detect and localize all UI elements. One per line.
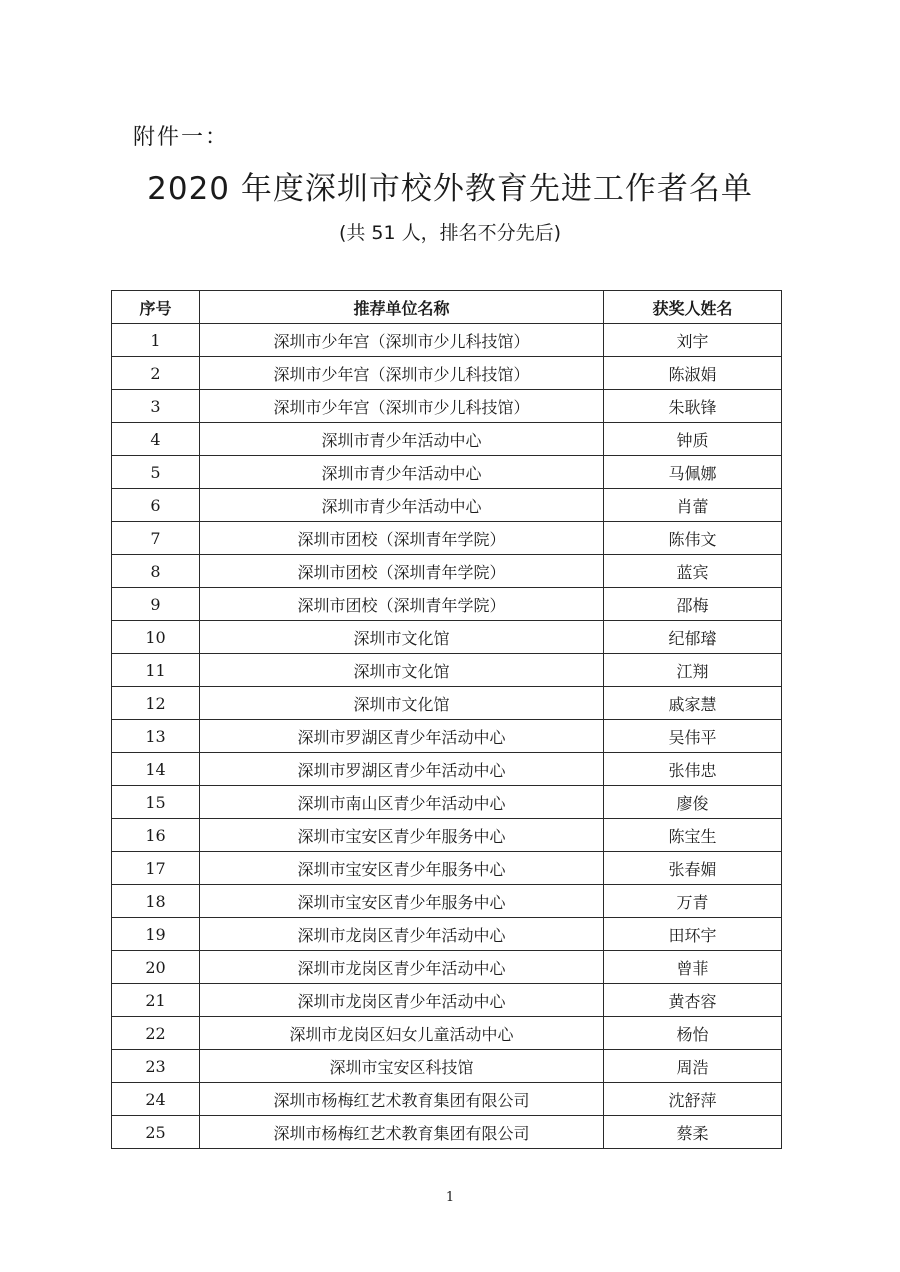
row-number: 21 bbox=[112, 984, 200, 1017]
row-unit: 深圳市罗湖区青少年活动中心 bbox=[200, 753, 604, 786]
table-row bbox=[112, 1116, 782, 1149]
table-header-row bbox=[112, 291, 782, 324]
row-unit: 深圳市宝安区青少年服务中心 bbox=[200, 885, 604, 918]
row-unit: 深圳市南山区青少年活动中心 bbox=[200, 786, 604, 819]
row-name: 沈舒萍 bbox=[604, 1083, 782, 1116]
header-unit: 推荐单位名称 bbox=[200, 291, 604, 324]
row-unit: 深圳市少年宫（深圳市少儿科技馆） bbox=[200, 390, 604, 423]
table-row bbox=[112, 687, 782, 720]
table-row bbox=[112, 324, 782, 357]
table-row bbox=[112, 423, 782, 456]
row-number: 13 bbox=[112, 720, 200, 753]
row-name: 钟质 bbox=[604, 423, 782, 456]
row-unit: 深圳市龙岗区青少年活动中心 bbox=[200, 918, 604, 951]
row-unit: 深圳市宝安区青少年服务中心 bbox=[200, 852, 604, 885]
table-row bbox=[112, 918, 782, 951]
row-name: 曾菲 bbox=[604, 951, 782, 984]
table-row bbox=[112, 753, 782, 786]
row-number: 24 bbox=[112, 1083, 200, 1116]
row-unit: 深圳市杨梅红艺术教育集团有限公司 bbox=[200, 1116, 604, 1149]
table-row bbox=[112, 1017, 782, 1050]
table-row bbox=[112, 1083, 782, 1116]
row-unit: 深圳市龙岗区妇女儿童活动中心 bbox=[200, 1017, 604, 1050]
table-row bbox=[112, 489, 782, 522]
row-number: 4 bbox=[112, 423, 200, 456]
row-unit: 深圳市团校（深圳青年学院） bbox=[200, 555, 604, 588]
row-number: 14 bbox=[112, 753, 200, 786]
row-unit: 深圳市少年宫（深圳市少儿科技馆） bbox=[200, 324, 604, 357]
row-number: 25 bbox=[112, 1116, 200, 1149]
table-row bbox=[112, 588, 782, 621]
page-title: 2020 年度深圳市校外教育先进工作者名单 bbox=[147, 171, 753, 207]
row-name: 蔡柔 bbox=[604, 1116, 782, 1149]
row-unit: 深圳市团校（深圳青年学院） bbox=[200, 522, 604, 555]
row-unit: 深圳市宝安区青少年服务中心 bbox=[200, 819, 604, 852]
row-number: 8 bbox=[112, 555, 200, 588]
row-number: 9 bbox=[112, 588, 200, 621]
row-name: 杨怡 bbox=[604, 1017, 782, 1050]
table-body bbox=[112, 324, 782, 1149]
header-name: 获奖人姓名 bbox=[604, 291, 782, 324]
row-name: 陈宝生 bbox=[604, 819, 782, 852]
table-row bbox=[112, 984, 782, 1017]
row-name: 刘宇 bbox=[604, 324, 782, 357]
row-name: 陈淑娟 bbox=[604, 357, 782, 390]
row-unit: 深圳市少年宫（深圳市少儿科技馆） bbox=[200, 357, 604, 390]
row-number: 2 bbox=[112, 357, 200, 390]
row-unit: 深圳市杨梅红艺术教育集团有限公司 bbox=[200, 1083, 604, 1116]
row-number: 3 bbox=[112, 390, 200, 423]
row-unit: 深圳市罗湖区青少年活动中心 bbox=[200, 720, 604, 753]
row-number: 16 bbox=[112, 819, 200, 852]
row-unit: 深圳市青少年活动中心 bbox=[200, 489, 604, 522]
row-number: 11 bbox=[112, 654, 200, 687]
page-number: 1 bbox=[445, 1190, 455, 1205]
table-row bbox=[112, 1050, 782, 1083]
row-name: 周浩 bbox=[604, 1050, 782, 1083]
row-number: 6 bbox=[112, 489, 200, 522]
row-name: 朱耿锋 bbox=[604, 390, 782, 423]
row-name: 张伟忠 bbox=[604, 753, 782, 786]
row-number: 5 bbox=[112, 456, 200, 489]
page-subtitle: (共 51 人，排名不分先后) bbox=[338, 222, 562, 244]
row-number: 18 bbox=[112, 885, 200, 918]
row-name: 万青 bbox=[604, 885, 782, 918]
row-unit: 深圳市龙岗区青少年活动中心 bbox=[200, 984, 604, 1017]
row-unit: 深圳市文化馆 bbox=[200, 621, 604, 654]
row-number: 7 bbox=[112, 522, 200, 555]
row-name: 江翔 bbox=[604, 654, 782, 687]
table-row bbox=[112, 819, 782, 852]
row-number: 17 bbox=[112, 852, 200, 885]
row-name: 陈伟文 bbox=[604, 522, 782, 555]
row-name: 黄杏容 bbox=[604, 984, 782, 1017]
row-name: 肖蕾 bbox=[604, 489, 782, 522]
row-name: 张春媚 bbox=[604, 852, 782, 885]
table-row bbox=[112, 654, 782, 687]
row-name: 纪郁璿 bbox=[604, 621, 782, 654]
table-row bbox=[112, 852, 782, 885]
row-unit: 深圳市青少年活动中心 bbox=[200, 456, 604, 489]
row-number: 15 bbox=[112, 786, 200, 819]
row-name: 蓝宾 bbox=[604, 555, 782, 588]
table-row bbox=[112, 357, 782, 390]
row-unit: 深圳市文化馆 bbox=[200, 654, 604, 687]
row-unit: 深圳市宝安区科技馆 bbox=[200, 1050, 604, 1083]
table-row bbox=[112, 885, 782, 918]
row-unit: 深圳市文化馆 bbox=[200, 687, 604, 720]
row-number: 1 bbox=[112, 324, 200, 357]
table-row bbox=[112, 786, 782, 819]
row-unit: 深圳市青少年活动中心 bbox=[200, 423, 604, 456]
row-name: 马佩娜 bbox=[604, 456, 782, 489]
table-row bbox=[112, 522, 782, 555]
row-unit: 深圳市龙岗区青少年活动中心 bbox=[200, 951, 604, 984]
table-row bbox=[112, 390, 782, 423]
table-row bbox=[112, 555, 782, 588]
row-name: 田环宇 bbox=[604, 918, 782, 951]
row-number: 23 bbox=[112, 1050, 200, 1083]
row-name: 吴伟平 bbox=[604, 720, 782, 753]
header-number: 序号 bbox=[112, 291, 200, 324]
row-name: 戚家慧 bbox=[604, 687, 782, 720]
table-row bbox=[112, 621, 782, 654]
row-name: 廖俊 bbox=[604, 786, 782, 819]
row-unit: 深圳市团校（深圳青年学院） bbox=[200, 588, 604, 621]
row-number: 22 bbox=[112, 1017, 200, 1050]
row-number: 12 bbox=[112, 687, 200, 720]
row-name: 邵梅 bbox=[604, 588, 782, 621]
table-row bbox=[112, 720, 782, 753]
row-number: 20 bbox=[112, 951, 200, 984]
row-number: 19 bbox=[112, 918, 200, 951]
table-row bbox=[112, 951, 782, 984]
table-row bbox=[112, 456, 782, 489]
awardee-table bbox=[111, 290, 782, 1149]
attachment-label: 附件一： bbox=[133, 125, 230, 150]
row-number: 10 bbox=[112, 621, 200, 654]
